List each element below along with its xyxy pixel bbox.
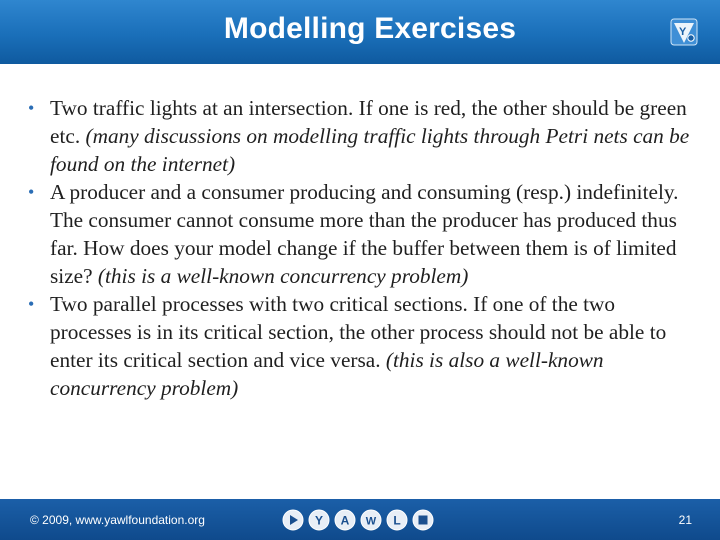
bullet-item [26, 94, 696, 178]
page-number: 21 [678, 513, 692, 527]
footer-copyright: © 2009, www.yawlfoundation.org [30, 513, 205, 527]
bullet-item [26, 290, 696, 402]
nav-letter-w-button[interactable] [360, 509, 382, 531]
svg-text:Y: Y [679, 26, 687, 38]
nav-letter-a: A [340, 513, 350, 528]
bullet-note: (this is also a well-known concurrency problem) [50, 348, 604, 400]
nav-letter-l-button[interactable] [386, 509, 408, 531]
nav-letter-y: Y [314, 513, 324, 528]
nav-letter-w: W [365, 515, 377, 528]
bullet-text: A producer and a consumer producing and consuming (resp.) indefinitely. The consumer cannot consume more than the producer has produced thus far. How does your model change if the buffer between them is of limited size? [50, 180, 679, 288]
play-icon[interactable] [282, 509, 304, 531]
bullet-note: (many discussions on modelling traffic lights through Petri nets can be found on the internet) [50, 124, 690, 176]
bullet-dot-icon: • [28, 294, 35, 314]
bullet-text: Two parallel processes with two critical sections. If one of the two processes is in its critical section, the other process should not be able to enter its critical section and vice versa. [50, 292, 667, 372]
bullet-text: Two traffic lights at an intersection. If one is red, the other should be green etc. [50, 96, 687, 148]
yawl-logo-icon [670, 18, 698, 46]
nav-letter-y-button[interactable] [308, 509, 330, 531]
slide-header [0, 0, 720, 64]
bullet-dot-icon: • [28, 182, 35, 202]
yawl-nav-strip [282, 509, 438, 531]
nav-letter-a-button[interactable] [334, 509, 356, 531]
bullet-note: (this is a well-known concurrency problem) [97, 264, 469, 288]
nav-letter-l: L [393, 513, 401, 528]
stop-icon[interactable] [412, 509, 434, 531]
bullet-item [26, 178, 696, 290]
slide-footer [0, 499, 720, 540]
bullet-dot-icon: • [28, 98, 35, 118]
slide-title: Modelling Exercises [223, 12, 517, 45]
bullet-list [26, 94, 696, 402]
